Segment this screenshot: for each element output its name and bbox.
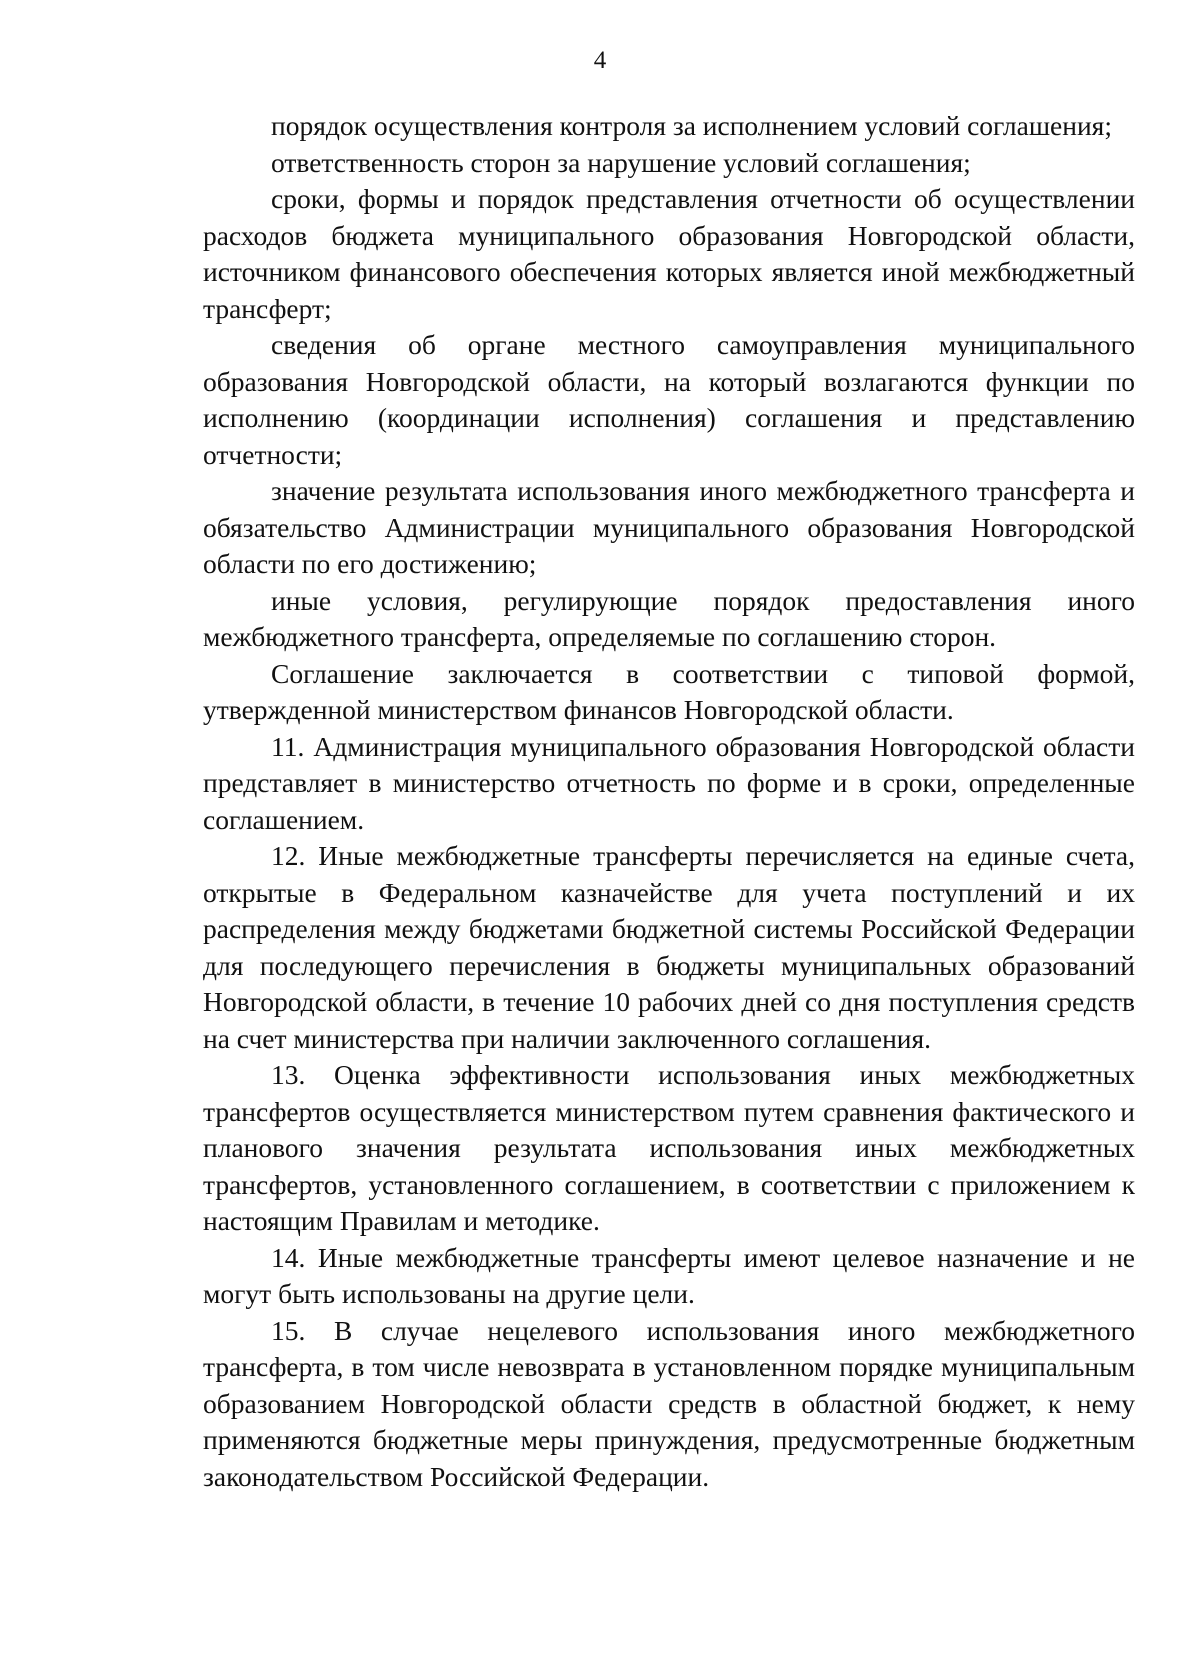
paragraph-reporting-terms: сроки, формы и порядок представления отчетности об осуществлении расходов бюджета муниципального образования Новгородской области, источником финансового обеспечения которых является иной межбюджетный трансферт; (203, 183, 1135, 324)
paragraph-item-14: 14. Иные межбюджетные трансферты имеют целевое назначение и не могут быть использованы на другие цели. (203, 1241, 1135, 1309)
paragraph-item-11: 11. Администрация муниципального образования Новгородской области представляет в министерство отчетность по форме и в сроки, определенные соглашением. (203, 730, 1135, 835)
document-body (203, 108, 1135, 1495)
paragraph-item-15: 15. В случае нецелевого использования иного межбюджетного трансферта, в том числе невозврата в установленном порядке муниципальным образованием Новгородской области средств в областной бюджет, к нему применяются бюджетные меры принуждения, предусмотренные бюджетным законодательством Российской Федерации. (203, 1314, 1135, 1492)
paragraph-item-12: 12. Иные межбюджетные трансферты перечисляется на единые счета, открытые в Федеральном казначействе для учета поступлений и их распределения между бюджетами бюджетной системы Российской Федерации для последующего перечисления в бюджеты муниципальных образований Новгородской области, в течение 10 рабочих дней со дня поступления средств на счет министерства при наличии заключенного соглашения. (203, 840, 1135, 1054)
paragraph-standard-form: Соглашение заключается в соответствии с типовой формой, утвержденной министерством финансов Новгородской области. (203, 657, 1135, 725)
page-number: 4 (593, 47, 607, 74)
paragraph-other-conditions: иные условия, регулирующие порядок предоставления иного межбюджетного трансферта, определяемые по соглашению сторон. (203, 584, 1135, 652)
paragraph-result-value: значение результата использования иного межбюджетного трансферта и обязательство Администрации муниципального образования Новгородской области по его достижению; (203, 475, 1135, 579)
paragraph-control-procedure: порядок осуществления контроля за исполнением условий соглашения; (271, 110, 1112, 141)
paragraph-local-authority: сведения об органе местного самоуправления муниципального образования Новгородской области, на который возлагаются функции по исполнению (координации исполнения) соглашения и представлению отчетности; (203, 329, 1135, 470)
paragraph-parties-liability: ответственность сторон за нарушение условий соглашения; (271, 146, 971, 178)
paragraph-item-13: 13. Оценка эффективности использования иных межбюджетных трансфертов осуществляется министерством путем сравнения фактического и планового значения результата использования иных межбюджетных трансфертов, установленного соглашением, в соответствии с приложением к настоящим Правилам и методике. (203, 1059, 1135, 1236)
